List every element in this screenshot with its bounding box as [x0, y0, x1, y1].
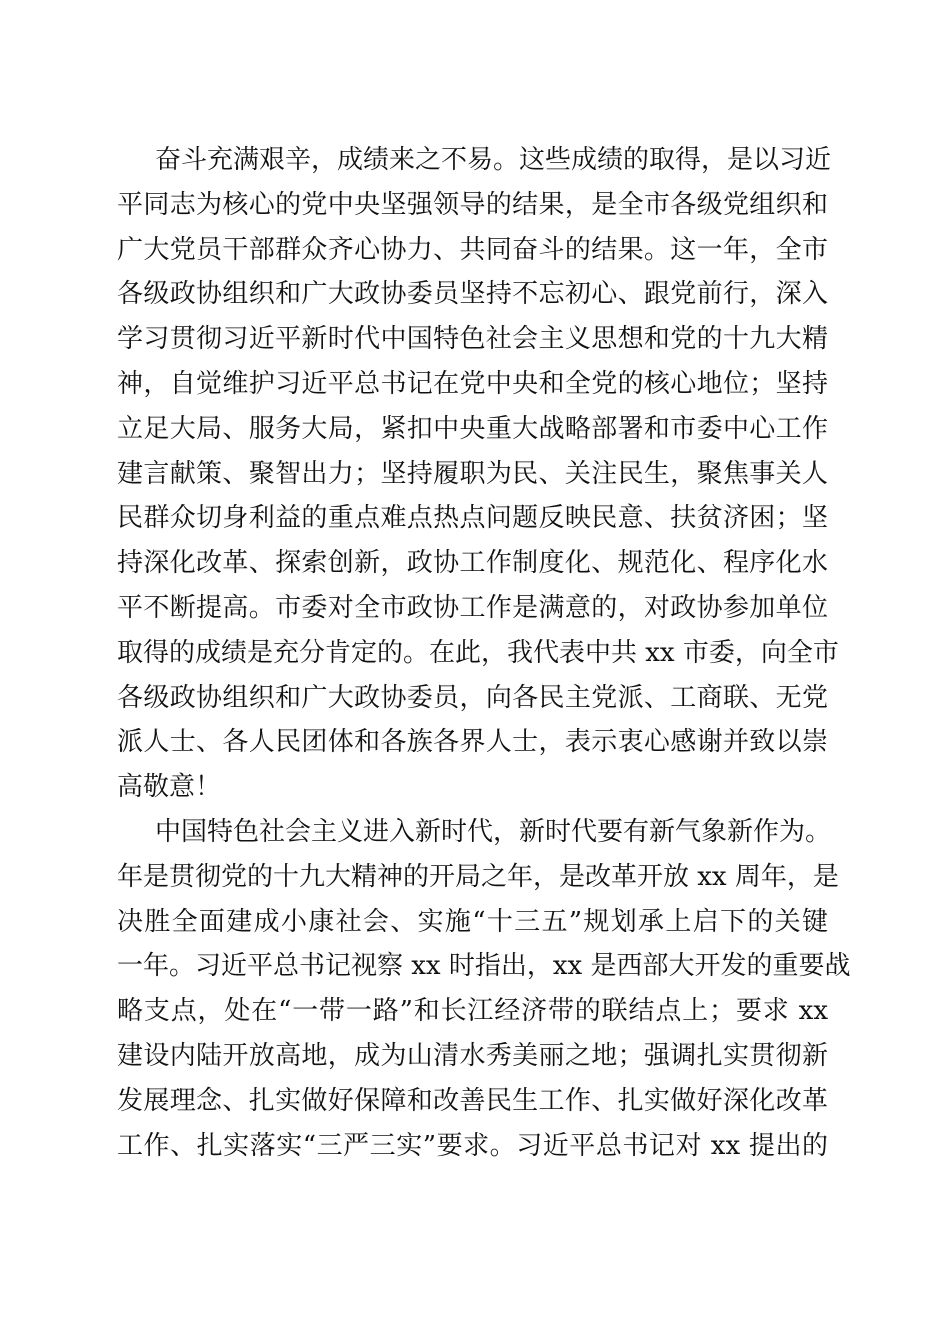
- text-line: 中国特色社会主义进入新时代，新时代要有新气象新作为。: [155, 816, 832, 847]
- text-line: 民群众切身利益的重点难点热点问题反映民意、扶贫济困；坚: [117, 503, 828, 534]
- text-line: 派人士、各人民团体和各族各界人士，表示衷心感谢并致以崇: [117, 727, 828, 758]
- paragraph: [117, 810, 851, 1168]
- text-line: 平同志为核心的党中央坚强领导的结果，是全市各级党组织和: [117, 189, 828, 220]
- text-line: 年是贯彻党的十九大精神的开局之年，是改革开放 xx 周年，是: [117, 861, 839, 892]
- paragraph: [117, 138, 839, 810]
- text-line: 建言献策、聚智出力；坚持履职为民、关注民生，聚焦事关人: [117, 458, 828, 489]
- text-line: 各级政协组织和广大政协委员，向各民主党派、工商联、无党: [117, 682, 828, 713]
- text-line: 持深化改革、探索创新，政协工作制度化、规范化、程序化水: [117, 548, 828, 579]
- text-line: 广大党员干部群众齐心协力、共同奋斗的结果。这一年，全市: [117, 234, 828, 265]
- text-line: 学习贯彻习近平新时代中国特色社会主义思想和党的十九大精: [117, 324, 828, 355]
- text-line: 略支点，处在“一带一路”和长江经济带的联结点上；要求 xx: [117, 996, 828, 1027]
- text-line: 立足大局、服务大局，紧扣中央重大战略部署和市委中心工作: [117, 413, 828, 444]
- text-line: 建设内陆开放高地，成为山清水秀美丽之地；强调扎实贯彻新: [117, 1040, 828, 1071]
- text-line: 奋斗充满艰辛，成绩来之不易。这些成绩的取得，是以习近: [155, 145, 832, 175]
- text-line: 发展理念、扎实做好保障和改善民生工作、扎实做好深化改革: [117, 1085, 828, 1116]
- text-line: 取得的成绩是充分肯定的。在此，我代表中共 xx 市委，向全市: [117, 637, 839, 668]
- text-line: 工作、扎实落实“三严三实”要求。习近平总书记对 xx 提出的: [117, 1130, 828, 1161]
- text-line: 决胜全面建成小康社会、实施“十三五”规划承上启下的关键: [117, 906, 828, 937]
- text-line: 平不断提高。市委对全市政协工作是满意的，对政协参加单位: [117, 592, 828, 623]
- text-line: 神，自觉维护习近平总书记在党中央和全党的核心地位；坚持: [117, 368, 828, 399]
- text-line: 各级政协组织和广大政协委员坚持不忘初心、跟党前行，深入: [117, 279, 828, 310]
- text-line: 高敬意！: [117, 772, 222, 803]
- text-line: 一年。习近平总书记视察 xx 时指出，xx 是西部大开发的重要战: [117, 951, 851, 982]
- document-page: [117, 138, 851, 1168]
